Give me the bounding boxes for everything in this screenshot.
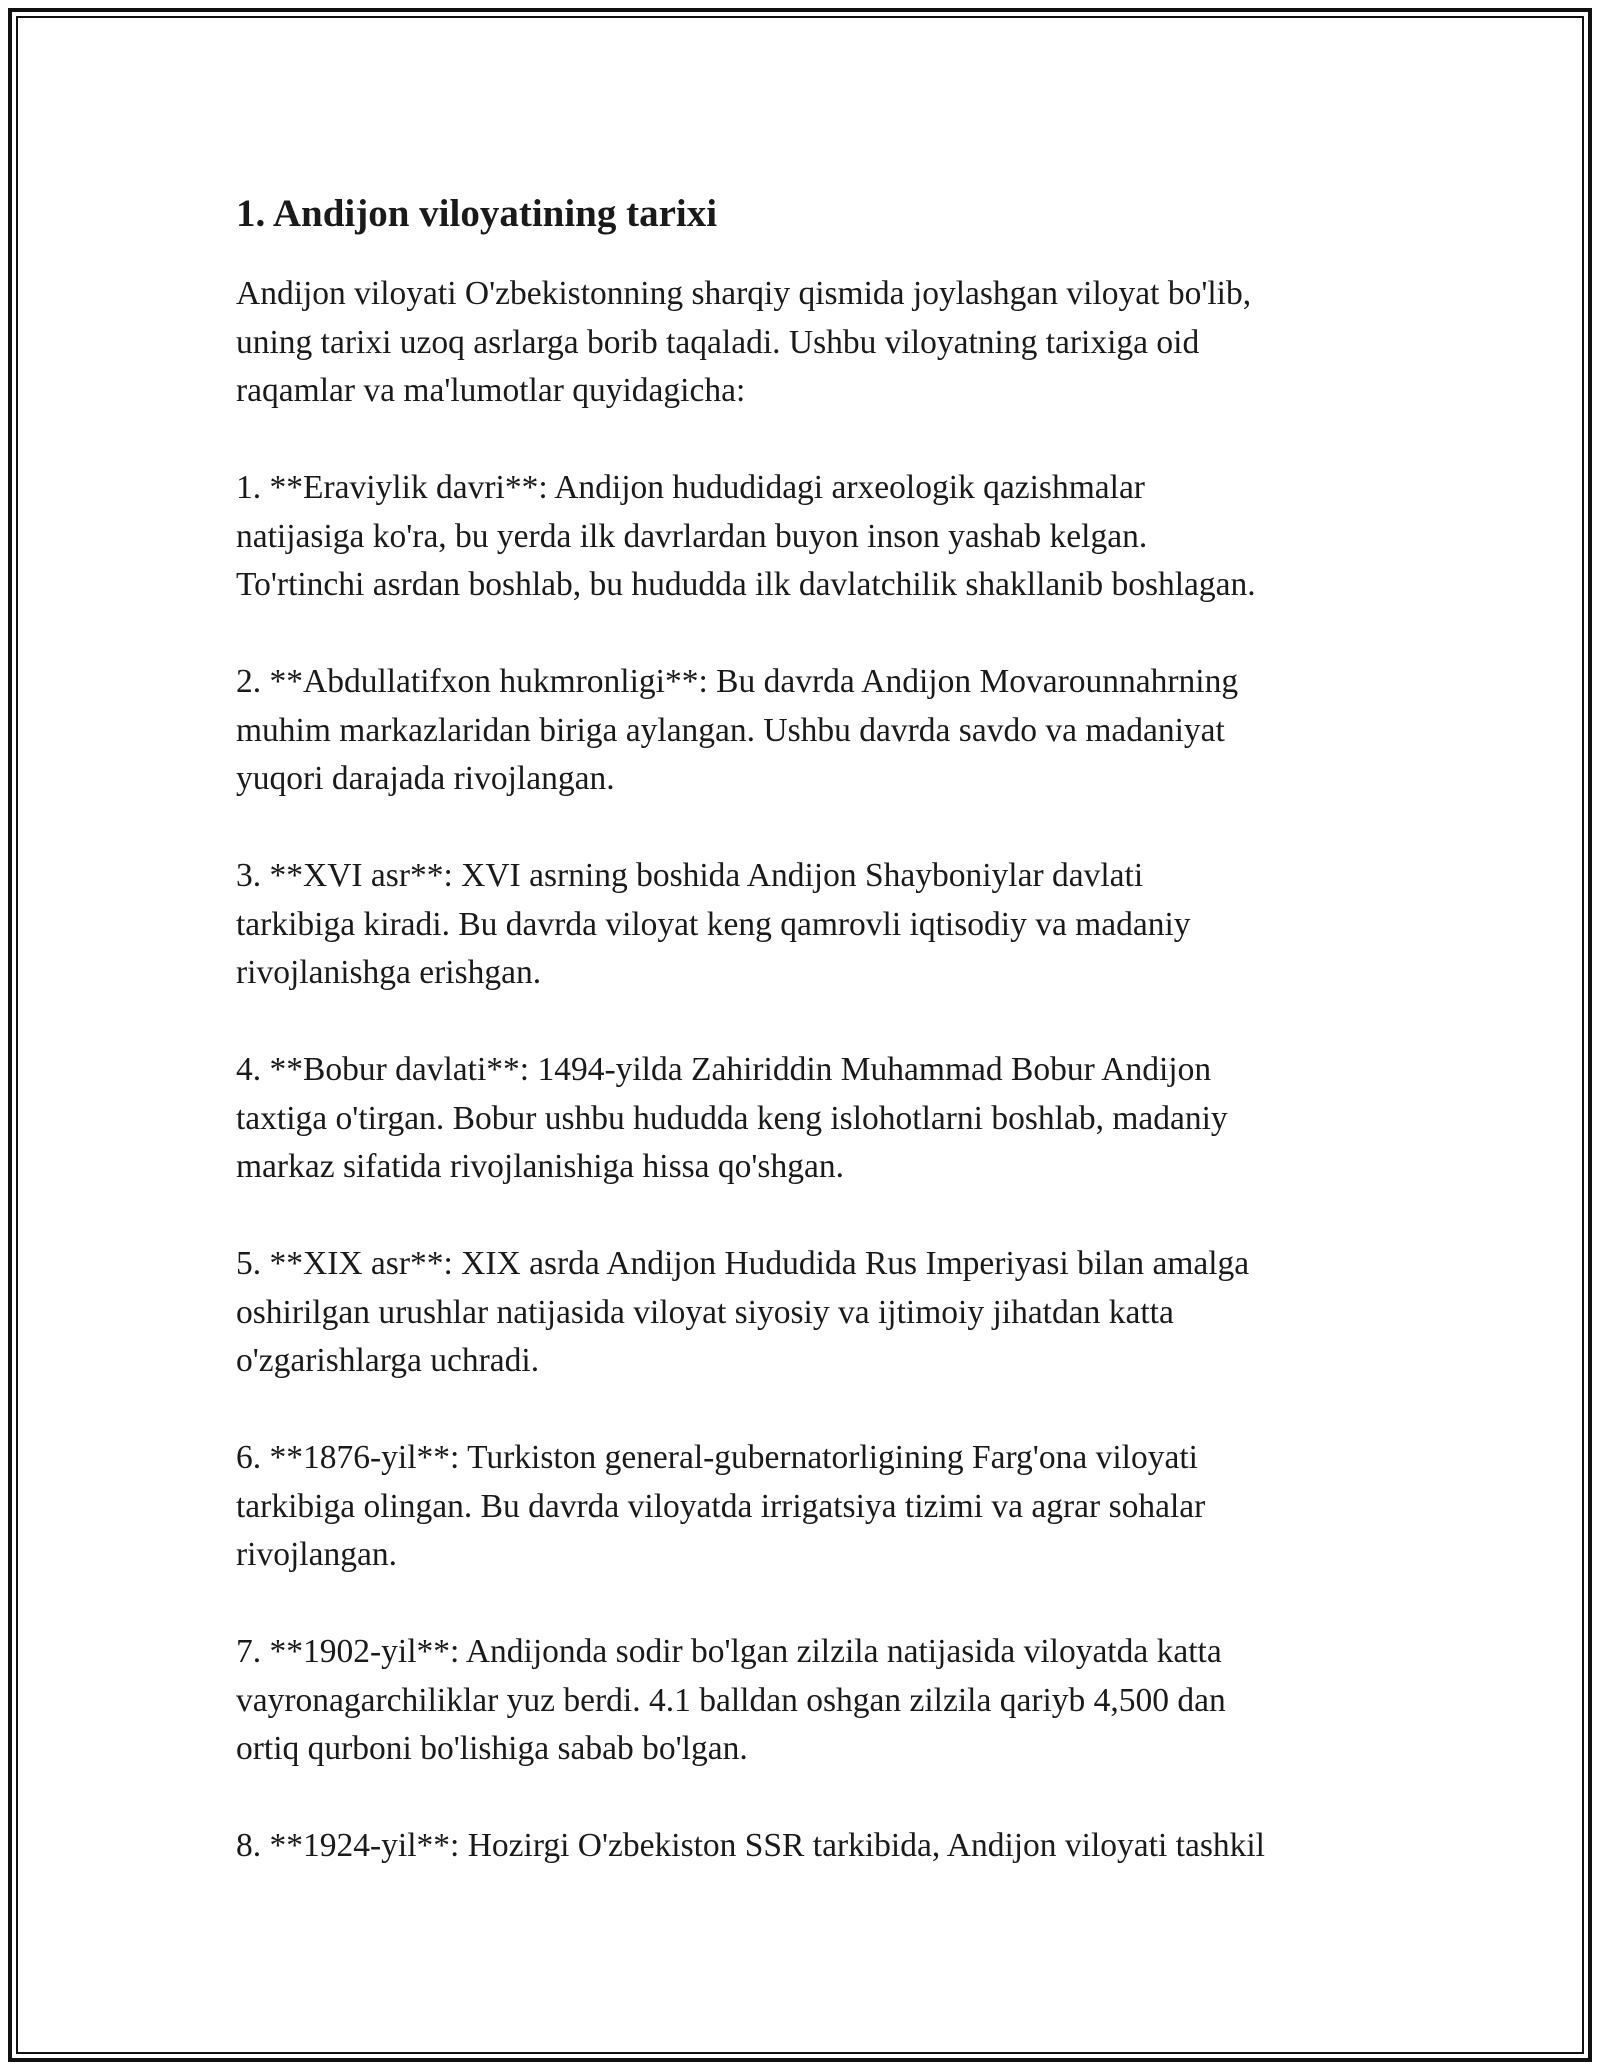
text-line: To'rtinchi asrdan boshlab, bu hududda ilk davlatchilik shakllanib boshlagan. xyxy=(236,566,1256,603)
text-line: 4. **Bobur davlati**: 1494-yilda Zahiriddin Muhammad Bobur Andijon xyxy=(236,1051,1212,1088)
paragraph-gap xyxy=(236,1192,1396,1241)
text-line: taxtiga o'tirgan. Bobur ushbu hududda keng islohotlarni boshlab, madaniy xyxy=(236,1099,1228,1137)
paragraph-gap xyxy=(236,998,1396,1047)
text-line: 3. **XVI asr**: XVI asrning boshida Andijon Shayboniylar davlati xyxy=(236,857,1144,894)
text-line: uning tarixi uzoq asrlarga borib taqaladi. Ushbu viloyatning tarixiga oid xyxy=(236,323,1200,361)
text-line: markaz sifatida rivojlanishiga hissa qo'shgan. xyxy=(236,1148,844,1185)
text-line: 2. **Abdullatifxon hukmronligi**: Bu davrda Andijon Movarounnahrning xyxy=(236,663,1239,700)
text-line: 8. **1924-yil**: Hozirgi O'zbekiston SSR tarkibida, Andijon viloyati tashkil xyxy=(236,1827,1265,1864)
paragraph-gap xyxy=(236,1580,1396,1629)
list-item-5 xyxy=(236,1240,1396,1386)
text-line: 1. **Eraviylik davri**: Andijon hududidagi arxeologik qazishmalar xyxy=(236,469,1145,506)
list-item-2 xyxy=(236,658,1396,804)
list-item-8 xyxy=(236,1822,1396,1871)
document-title: 1. Andijon viloyatining tarixi xyxy=(236,192,718,235)
list-item-3 xyxy=(236,852,1396,998)
text-line: ortiq qurboni bo'lishiga sabab bo'lgan. xyxy=(236,1730,748,1767)
text-line: yuqori darajada rivojlangan. xyxy=(236,760,615,797)
list-item-1 xyxy=(236,464,1396,610)
text-line: 5. **XIX asr**: XIX asrda Andijon Hududida Rus Imperiyasi bilan amalga xyxy=(236,1245,1250,1282)
intro-paragraph xyxy=(236,270,1396,416)
text-line: raqamlar va ma'lumotlar quyidagicha: xyxy=(236,372,746,409)
text-line: Andijon viloyati O'zbekistonning sharqiy qismida joylashgan viloyat bo'lib, xyxy=(236,275,1252,312)
paragraph-gap xyxy=(236,804,1396,853)
document-body xyxy=(236,186,1396,1871)
paragraph-gap xyxy=(236,1386,1396,1435)
list-item-7 xyxy=(236,1628,1396,1774)
text-line: natijasiga ko'ra, bu yerda ilk davrlardan buyon inson yashab kelgan. xyxy=(236,517,1148,555)
text-line: 6. **1876-yil**: Turkiston general-gubernatorligining Farg'ona viloyati xyxy=(236,1439,1198,1476)
text-line: tarkibiga kiradi. Bu davrda viloyat keng qamrovli iqtisodiy va madaniy xyxy=(236,905,1191,943)
paragraph-gap xyxy=(236,1774,1396,1823)
text-line: vayronagarchiliklar yuz berdi. 4.1 balldan oshgan zilzila qariyb 4,500 dan xyxy=(236,1681,1226,1719)
text-line: oshirilgan urushlar natijasida viloyat siyosiy va ijtimoiy jihatdan katta xyxy=(236,1293,1174,1331)
text-line: tarkibiga olingan. Bu davrda viloyatda irrigatsiya tizimi va agrar sohalar xyxy=(236,1487,1206,1525)
text-line: muhim markazlaridan biriga aylangan. Ushbu davrda savdo va madaniyat xyxy=(236,711,1225,749)
text-line: 7. **1902-yil**: Andijonda sodir bo'lgan zilzila natijasida viloyatda katta xyxy=(236,1633,1222,1670)
paragraph-gap xyxy=(236,610,1396,659)
text-line: rivojlangan. xyxy=(236,1536,397,1573)
text-line: o'zgarishlarga uchradi. xyxy=(236,1342,540,1379)
list-item-4 xyxy=(236,1046,1396,1192)
text-line: rivojlanishga erishgan. xyxy=(236,954,542,991)
list-item-6 xyxy=(236,1434,1396,1580)
paragraph-gap xyxy=(236,416,1396,465)
